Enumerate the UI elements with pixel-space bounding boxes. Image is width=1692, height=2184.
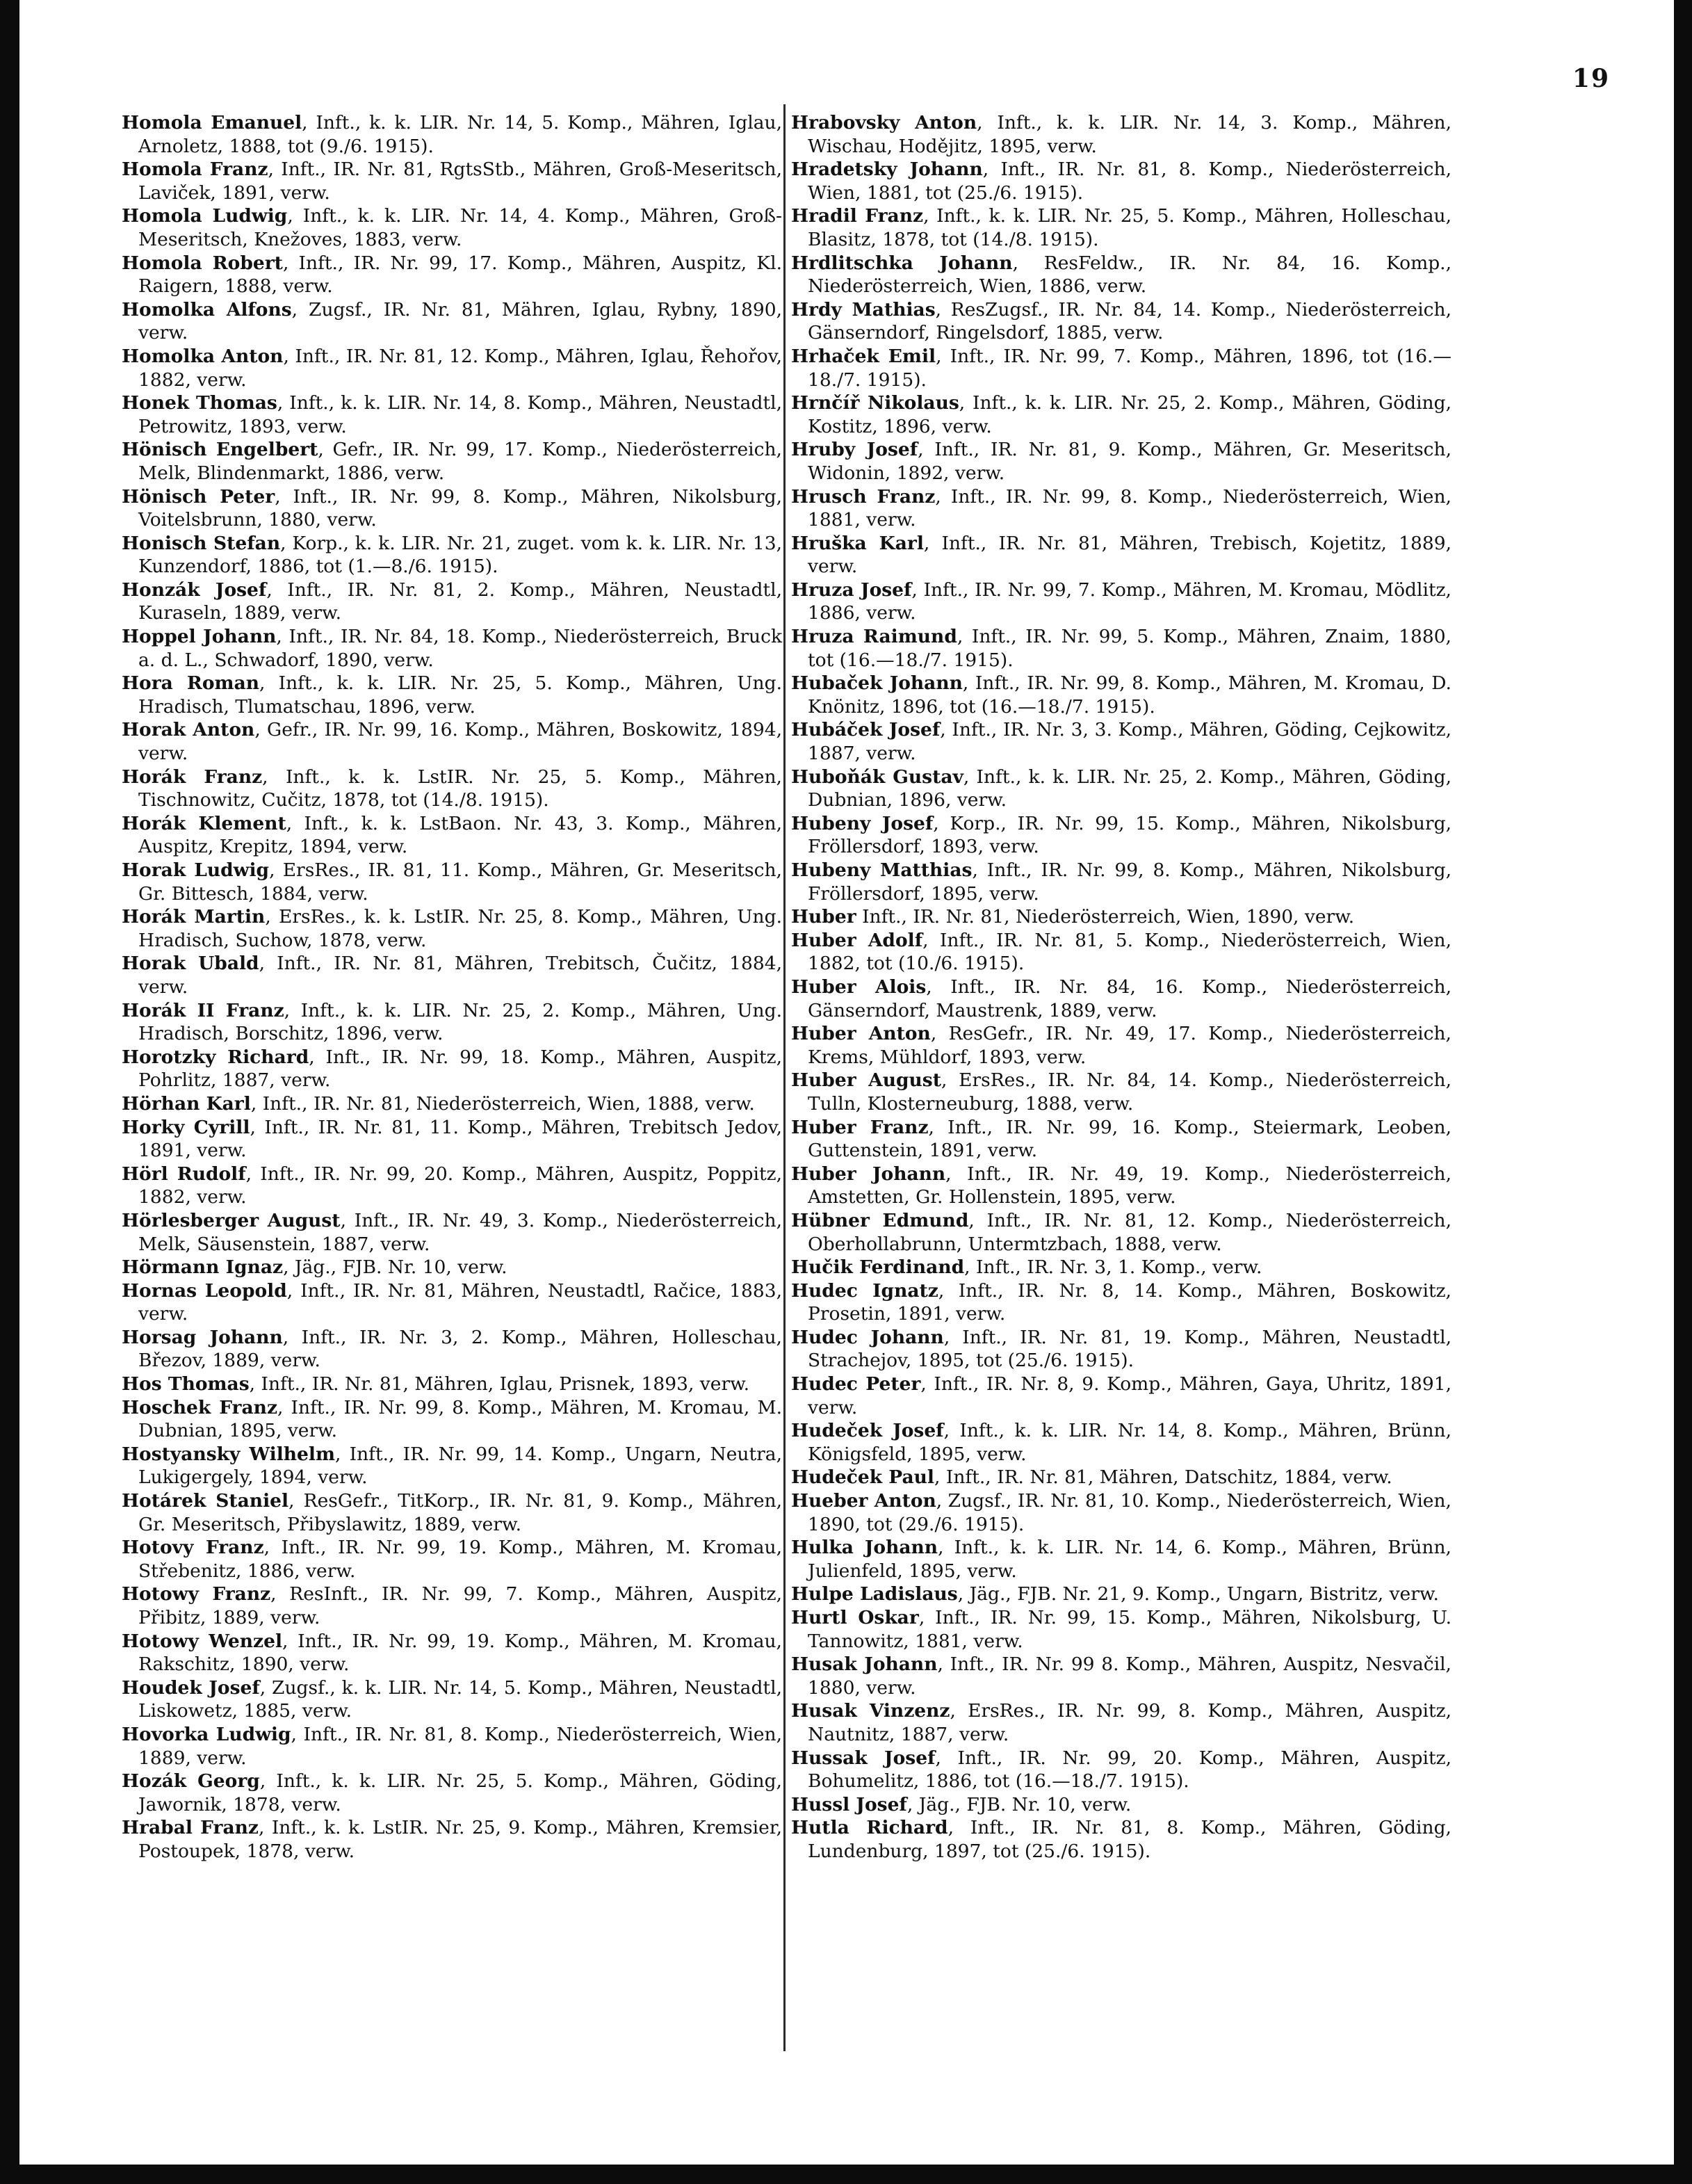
list-entry (791, 532, 1451, 579)
entry-name: Hos Thomas (122, 1373, 250, 1396)
entry-details: , ResGefr., TitKorp., IR. Nr. 81, 9. Komp., Mähren, Gr. Meseritsch, Přibyslawitz, 1889, verw. (138, 1490, 782, 1535)
entry-details: , Inft., IR. Nr. 99, 8. Komp., Mähren, Nikolsburg, Fröllersdorf, 1895, verw. (808, 859, 1451, 905)
list-entry (791, 1163, 1451, 1209)
list-entry (791, 204, 1451, 251)
entry-details: , Inft., IR. Nr. 49, 19. Komp., Niederösterreich, Amstetten, Gr. Hollenstein, 1895, verw. (808, 1163, 1451, 1208)
list-entry (791, 718, 1451, 765)
entry-details: , Inft., IR. Nr. 49, 3. Komp., Niederösterreich, Melk, Säusenstein, 1887, verw. (138, 1209, 783, 1255)
column-divider (783, 104, 786, 2051)
list-entry (791, 158, 1451, 204)
entry-details: , Inft., IR. Nr. 81, 9. Komp., Mähren, Gr. Meseritsch, Widonin, 1892, verw. (808, 439, 1452, 484)
entry-name: Hulka Johann (791, 1537, 938, 1559)
entry-details: , Inft., IR. Nr. 81, Mähren, Neustadtl, Račice, 1883, verw. (138, 1279, 782, 1325)
list-entry (791, 1653, 1451, 1699)
entry-details: , Inft., IR. Nr. 99, 20. Komp., Mähren, Auspitz, Poppitz, 1882, verw. (138, 1163, 782, 1208)
list-entry (791, 1326, 1451, 1373)
list-entry (122, 579, 782, 625)
entry-details: Inft., IR. Nr. 81, Niederösterreich, Wien, 1890, verw. (856, 906, 1355, 928)
entry-name: Homolka Anton (122, 345, 284, 367)
entry-name: Horky Cyrill (122, 1116, 250, 1138)
list-entry (791, 1489, 1451, 1536)
entry-name: Hradil Franz (791, 205, 924, 227)
list-entry (122, 952, 782, 998)
entry-name: Hueber Anton (791, 1490, 936, 1512)
list-entry (122, 1723, 782, 1770)
entry-details: , Inft., IR. Nr. 99, 7. Komp., Mähren, M. Kromau, Mödlitz, 1886, verw. (808, 579, 1451, 624)
entry-details: , Inft., IR. Nr. 81, 8. Komp., Niederösterreich, Wien, 1881, tot (25./6. 1915). (808, 159, 1452, 204)
entry-name: Hörlesberger August (122, 1209, 341, 1231)
list-entry (122, 204, 782, 251)
entry-details: , Inft., IR. Nr. 99, 14. Komp., Ungarn, Neutra, Lukigergely, 1894, verw. (138, 1443, 782, 1489)
list-entry (791, 1069, 1451, 1115)
list-entry (122, 859, 782, 905)
entry-details: , Inft., k. k. LIR. Nr. 14, 3. Komp., Mähren, Wischau, Hodějitz, 1895, verw. (808, 112, 1451, 157)
entry-details: , Inft., IR. Nr. 81, 8. Komp., Mähren, Göding, Lundenburg, 1897, tot (25./6. 1915). (808, 1817, 1451, 1862)
entry-details: , Inft., k. k. LIR. Nr. 25, 5. Komp., Mähren, Ung. Hradisch, Tlumatschau, 1896, verw. (138, 672, 782, 718)
list-entry (122, 766, 782, 812)
entry-details: , Inft., IR. Nr. 99, 18. Komp., Mähren, Auspitz, Pohrlitz, 1887, verw. (138, 1046, 783, 1092)
entry-details: , Inft., IR. Nr. 99, 16. Komp., Steiermark, Leoben, Guttenstein, 1891, verw. (808, 1116, 1452, 1162)
list-entry (122, 298, 782, 345)
list-entry (122, 1816, 782, 1863)
list-entry (791, 1606, 1451, 1653)
entry-details: , Inft., k. k. LIR. Nr. 25, 2. Komp., Mähren, Göding, Kostitz, 1896, verw. (808, 392, 1451, 437)
entry-details: , Gefr., IR. Nr. 99, 16. Komp., Mähren, Boskowitz, 1894, verw. (138, 719, 782, 765)
entry-details: , Jäg., FJB. Nr. 10, verw. (906, 1793, 1132, 1815)
entry-details: , Inft., IR. Nr. 3, 1. Komp., verw. (964, 1256, 1262, 1279)
entry-details: , Inft., IR. Nr. 81, 12. Komp., Mähren, Iglau, Řehořov, 1882, verw. (138, 345, 783, 391)
right-column (791, 111, 1451, 1863)
entry-details: , Inft., IR. Nr. 81, 2. Komp., Mähren, Neustadtl, Kuraseln, 1889, verw. (138, 579, 782, 624)
entry-name: Hudec Ignatz (791, 1279, 938, 1302)
entry-name: Hrdlitschka Johann (791, 252, 1013, 274)
list-entry (122, 905, 782, 952)
list-entry (791, 111, 1451, 158)
entry-name: Hrdy Mathias (791, 298, 936, 321)
entry-details: , Inft., IR. Nr. 84, 16. Komp., Niederösterreich, Gänserndorf, Maustrenk, 1889, verw. (808, 976, 1451, 1021)
entry-details: , Inft., IR. Nr. 99, 17. Komp., Mähren, Auspitz, Kl. Raigern, 1888, verw. (138, 252, 783, 298)
entry-name: Hrusch Franz (791, 485, 936, 508)
list-entry (791, 672, 1451, 718)
entry-name: Horak Ludwig (122, 859, 270, 881)
list-entry (122, 999, 782, 1046)
entry-name: Horák II Franz (122, 999, 284, 1021)
scan-border-left (0, 0, 19, 2184)
entry-details: , Inft., k. k. LIR. Nr. 14, 8. Komp., Mähren, Brünn, Königsfeld, 1895, verw. (808, 1420, 1451, 1465)
list-entry (791, 345, 1451, 391)
list-entry (122, 672, 782, 718)
entry-name: Hovorka Ludwig (122, 1723, 291, 1745)
list-entry (122, 1116, 782, 1163)
entry-name: Horák Klement (122, 812, 286, 834)
entry-name: Homola Robert (122, 252, 283, 274)
entry-name: Horák Martin (122, 906, 266, 928)
entry-details: , ErsRes., IR. Nr. 99, 8. Komp., Mähren, Auspitz, Nautnitz, 1887, verw. (808, 1700, 1451, 1745)
list-entry (122, 1536, 782, 1583)
entry-name: Hradetsky Johann (791, 159, 983, 181)
list-entry (791, 1419, 1451, 1466)
entry-details: , Inft., IR. Nr. 99 8. Komp., Mähren, Auspitz, Nesvačil, 1880, verw. (808, 1653, 1451, 1699)
entry-name: Hönisch Peter (122, 485, 275, 508)
entry-name: Huber August (791, 1069, 941, 1092)
entry-details: , Inft., k. k. LstIR. Nr. 25, 9. Komp., Mähren, Kremsier, Postoupek, 1878, verw. (138, 1817, 782, 1862)
list-entry (122, 1326, 782, 1373)
entry-name: Hurtl Oskar (791, 1607, 919, 1628)
entry-details: , Inft., k. k. LIR. Nr. 25, 5. Komp., Mähren, Holleschau, Blasitz, 1878, tot (14./8. 1915). (808, 205, 1452, 250)
list-entry (791, 1699, 1451, 1746)
list-entry (791, 812, 1451, 859)
list-entry (122, 1046, 782, 1092)
list-entry (791, 1793, 1451, 1817)
entry-details: , Inft., IR. Nr. 81, 12. Komp., Niederösterreich, Oberhollabrunn, Untermtzbach, 1888, verw. (808, 1209, 1452, 1255)
list-entry (122, 252, 782, 298)
entry-details: , Inft., k. k. LIR. Nr. 14, 4. Komp., Mähren, Groß-Meseritsch, Knežoves, 1883, verw. (138, 205, 783, 250)
entry-details: , Zugsf., IR. Nr. 81, 10. Komp., Niederösterreich, Wien, 1890, tot (29./6. 1915). (808, 1490, 1451, 1535)
list-entry (122, 438, 782, 485)
entry-details: , Korp., k. k. LIR. Nr. 21, zuget. vom k. k. LIR. Nr. 13, Kunzendorf, 1886, tot (1.—8./6. 1915). (138, 532, 782, 578)
entry-name: Hrabovsky Anton (791, 112, 977, 134)
list-entry (122, 1209, 782, 1256)
list-entry (122, 625, 782, 672)
entry-name: Hudec Peter (791, 1373, 921, 1396)
entry-name: Horak Ubald (122, 953, 259, 975)
entry-name: Hučik Ferdinand (791, 1256, 965, 1279)
list-entry (791, 625, 1451, 672)
entry-details: , Inft., IR. Nr. 99, 8. Komp., Mähren, M. Kromau, D. Knönitz, 1896, tot (16.—18./7. 1915). (808, 672, 1451, 718)
list-entry (122, 1630, 782, 1676)
entry-name: Hrabal Franz (122, 1817, 259, 1839)
list-entry (122, 1443, 782, 1489)
list-entry (791, 485, 1451, 532)
list-entry (122, 1396, 782, 1443)
list-entry (122, 111, 782, 158)
entry-name: Honek Thomas (122, 392, 277, 414)
left-column (122, 111, 782, 1863)
entry-name: Huber Franz (791, 1116, 929, 1138)
entry-details: , ResGefr., IR. Nr. 49, 17. Komp., Niederösterreich, Krems, Mühldorf, 1893, verw. (808, 1023, 1451, 1068)
list-entry (122, 1256, 782, 1279)
entry-name: Hornas Leopold (122, 1279, 287, 1302)
page-number: 19 (1572, 64, 1610, 93)
entry-name: Hönisch Engelbert (122, 439, 318, 461)
list-entry (791, 391, 1451, 438)
list-entry (791, 1116, 1451, 1163)
entry-name: Hussak Josef (791, 1747, 936, 1769)
entry-name: Homola Ludwig (122, 205, 288, 227)
scan-border-right (1674, 0, 1692, 2184)
entry-details: , Inft., IR. Nr. 81, Mähren, Trebisch, Kojetitz, 1889, verw. (808, 532, 1451, 578)
entry-details: , Zugsf., k. k. LIR. Nr. 14, 5. Komp., Mähren, Neustadtl, Liskowetz, 1885, verw. (138, 1676, 782, 1722)
list-entry (791, 438, 1451, 485)
entry-details: , Inft., IR. Nr. 99, 7. Komp., Mähren, 1896, tot (16.—18./7. 1915). (808, 345, 1451, 391)
entry-name: Hora Roman (122, 672, 260, 695)
entry-details: , Inft., IR. Nr. 84, 18. Komp., Niederösterreich, Bruck a. d. L., Schwadorf, 1890, verw. (138, 626, 783, 671)
entry-name: Hruby Josef (791, 439, 918, 461)
list-entry (791, 1022, 1451, 1069)
list-entry (122, 1279, 782, 1326)
entry-name: Hörmann Ignaz (122, 1256, 284, 1279)
list-entry (122, 1770, 782, 1816)
entry-name: Horák Franz (122, 766, 263, 788)
entry-details: , ErsRes., IR. 81, 11. Komp., Mähren, Gr. Meseritsch, Gr. Bittesch, 1884, verw. (138, 859, 782, 905)
entry-details: , Inft., IR. Nr. 99, 15. Komp., Mähren, Nikolsburg, U. Tannowitz, 1881, verw. (808, 1607, 1451, 1652)
entry-name: Hörl Rudolf (122, 1163, 246, 1185)
entry-name: Huboňák Gustav (791, 766, 963, 788)
entry-details: , Inft., IR. Nr. 81, Mähren, Datschitz, 1884, verw. (934, 1466, 1392, 1489)
entry-name: Hotovy Franz (122, 1537, 264, 1559)
entry-name: Hussl Josef (791, 1793, 907, 1815)
entry-details: , Inft., IR. Nr. 81, 5. Komp., Niederösterreich, Wien, 1882, tot (10./6. 1915). (808, 929, 1451, 975)
entry-name: Hudeček Josef (791, 1420, 944, 1442)
entry-name: Homola Franz (122, 159, 268, 181)
entry-name: Hotowy Wenzel (122, 1630, 283, 1652)
list-entry (791, 1583, 1451, 1606)
list-entry (791, 859, 1451, 905)
list-entry (791, 766, 1451, 812)
entry-details: , Inft., IR. Nr. 81, Mähren, Trebitsch, Čučitz, 1884, verw. (138, 953, 783, 998)
entry-name: Honzák Josef (122, 579, 267, 601)
entry-name: Husak Johann (791, 1653, 938, 1676)
entry-name: Hoppel Johann (122, 626, 277, 648)
entry-details: , Inft., IR. Nr. 99, 19. Komp., Mähren, M. Kromau, Střebenitz, 1886, verw. (138, 1537, 782, 1582)
entry-details: , Inft., IR. Nr. 99, 8. Komp., Mähren, M. Kromau, M. Dubnian, 1895, verw. (138, 1396, 782, 1442)
list-entry (791, 298, 1451, 345)
entry-details: , Inft., k. k. LIR. Nr. 14, 6. Komp., Mähren, Brünn, Julienfeld, 1895, verw. (808, 1537, 1451, 1582)
entry-details: , ResInft., IR. Nr. 99, 7. Komp., Mähren, Auspitz, Přibitz, 1889, verw. (138, 1583, 782, 1628)
list-entry (791, 1279, 1451, 1326)
entry-details: , Inft., IR. Nr. 3, 2. Komp., Mähren, Holleschau, Březov, 1889, verw. (138, 1326, 782, 1372)
list-entry (791, 1373, 1451, 1419)
list-entry (122, 812, 782, 859)
list-entry (122, 1489, 782, 1536)
entry-name: Hrhaček Emil (791, 345, 936, 367)
entry-details: , Inft., IR. Nr. 8, 9. Komp., Mähren, Gaya, Uhritz, 1891, verw. (808, 1373, 1451, 1418)
entry-details: , Inft., IR. Nr. 81, RgtsStb., Mähren, Groß-Meseritsch, Laviček, 1891, verw. (138, 159, 782, 204)
entry-name: Hübner Edmund (791, 1209, 969, 1231)
entry-details: , Zugsf., IR. Nr. 81, Mähren, Iglau, Rybny, 1890, verw. (138, 298, 782, 344)
list-entry (791, 1536, 1451, 1583)
list-entry (122, 345, 782, 391)
entry-name: Hörhan Karl (122, 1092, 251, 1115)
entry-details: , Inft., k. k. LIR. Nr. 14, 8. Komp., Mähren, Neustadtl, Petrowitz, 1893, verw. (138, 392, 782, 437)
entry-details: , Inft., IR. Nr. 8, 14. Komp., Mähren, Boskowitz, Prosetin, 1891, verw. (808, 1279, 1451, 1325)
entry-name: Husak Vinzenz (791, 1700, 950, 1722)
entry-details: , Gefr., IR. Nr. 99, 17. Komp., Niederösterreich, Melk, Blindenmarkt, 1886, verw. (138, 439, 782, 484)
list-entry (791, 579, 1451, 625)
entry-name: Hubeny Matthias (791, 859, 973, 881)
entry-name: Huber Johann (791, 1163, 946, 1185)
entry-details: , Inft., IR. Nr. 81, Niederösterreich, Wien, 1888, verw. (250, 1092, 755, 1115)
list-entry (791, 1816, 1451, 1863)
entry-details: , Inft., IR. Nr. 3, 3. Komp., Mähren, Göding, Cejkowitz, 1887, verw. (808, 719, 1451, 765)
entry-details: , Inft., k. k. LIR. Nr. 14, 5. Komp., Mähren, Iglau, Arnoletz, 1888, tot (9./6. 1915). (138, 112, 782, 157)
entry-name: Hruza Raimund (791, 626, 957, 648)
entry-details: , Inft., k. k. LIR. Nr. 25, 2. Komp., Mähren, Göding, Dubnian, 1896, verw. (808, 766, 1451, 811)
list-entry (122, 485, 782, 532)
entry-name: Hotárek Staniel (122, 1490, 289, 1512)
entry-name: Hulpe Ladislaus (791, 1583, 958, 1605)
entry-name: Hostyansky Wilhelm (122, 1443, 336, 1465)
entry-details: , Inft., k. k. LstBaon. Nr. 43, 3. Komp., Mähren, Auspitz, Krepitz, 1894, verw. (138, 812, 782, 858)
entry-name: Horotzky Richard (122, 1046, 309, 1068)
entry-details: , Inft., k. k. LIR. Nr. 25, 5. Komp., Mähren, Göding, Jawornik, 1878, verw. (138, 1770, 782, 1815)
scan-border-bottom (0, 2165, 1692, 2184)
entry-name: Hutla Richard (791, 1817, 948, 1839)
entry-name: Honisch Stefan (122, 532, 281, 554)
entry-details: , Inft., IR. Nr. 99, 8. Komp., Niederösterreich, Wien, 1881, verw. (808, 485, 1451, 531)
list-entry (122, 1583, 782, 1629)
entry-name: Huber (791, 906, 856, 928)
entry-details: , Inft., IR. Nr. 81, 8. Komp., Niederösterreich, Wien, 1889, verw. (138, 1723, 783, 1769)
entry-details: , Korp., IR. Nr. 99, 15. Komp., Mähren, Nikolsburg, Fröllersdorf, 1893, verw. (808, 812, 1451, 858)
entry-name: Hotowy Franz (122, 1583, 271, 1605)
entry-name: Huber Adolf (791, 929, 923, 951)
entry-name: Horak Anton (122, 719, 255, 741)
entry-details: , Jäg., FJB. Nr. 21, 9. Komp., Ungarn, Bistritz, verw. (957, 1583, 1439, 1605)
entry-name: Hudec Johann (791, 1326, 944, 1348)
list-entry (122, 718, 782, 765)
list-entry (791, 1466, 1451, 1489)
entry-name: Hubáček Josef (791, 719, 941, 741)
list-entry (122, 1092, 782, 1116)
entry-name: Hozák Georg (122, 1770, 260, 1793)
list-entry (122, 1676, 782, 1723)
entry-name: Houdek Josef (122, 1676, 260, 1699)
entry-name: Hubeny Josef (791, 812, 934, 834)
entry-name: Hubaček Johann (791, 672, 963, 695)
entry-name: Hruška Karl (791, 532, 924, 554)
entry-name: Hoschek Franz (122, 1396, 277, 1418)
entry-name: Huber Alois (791, 976, 927, 998)
list-entry (122, 158, 782, 204)
entry-details: , ResZugsf., IR. Nr. 84, 14. Komp., Niederösterreich, Gänserndorf, Ringelsdorf, 1885, verw. (808, 298, 1451, 344)
entry-details: , Inft., IR. Nr. 99, 19. Komp., Mähren, M. Kromau, Rakschitz, 1890, verw. (138, 1630, 782, 1676)
entry-name: Horsag Johann (122, 1326, 283, 1348)
entry-details: , ResFeldw., IR. Nr. 84, 16. Komp., Niederösterreich, Wien, 1886, verw. (808, 252, 1452, 298)
list-entry (791, 252, 1451, 298)
list-entry (791, 1747, 1451, 1793)
entry-details: , Inft., k. k. LIR. Nr. 25, 2. Komp., Mähren, Ung. Hradisch, Borschitz, 1896, verw. (138, 999, 782, 1045)
entry-details: , ErsRes., IR. Nr. 84, 14. Komp., Niederösterreich, Tulln, Klosterneuburg, 1888, verw. (808, 1069, 1451, 1115)
entry-name: Hruza Josef (791, 579, 912, 601)
list-entry (122, 1163, 782, 1209)
list-entry (791, 905, 1451, 929)
entry-name: Homola Emanuel (122, 112, 302, 134)
entry-details: , Inft., IR. Nr. 99, 20. Komp., Mähren, Auspitz, Bohumelitz, 1886, tot (16.—18./7. 1915). (808, 1747, 1452, 1793)
entry-details: , ErsRes., k. k. LstIR. Nr. 25, 8. Komp., Mähren, Ung. Hradisch, Suchow, 1878, verw. (138, 906, 782, 951)
entry-details: , Inft., IR. Nr. 99, 8. Komp., Mähren, Nikolsburg, Voitelsbrunn, 1880, verw. (138, 485, 782, 531)
entry-details: , Inft., IR. Nr. 99, 5. Komp., Mähren, Znaim, 1880, tot (16.—18./7. 1915). (808, 626, 1451, 671)
list-entry (122, 532, 782, 579)
list-entry (791, 976, 1451, 1022)
list-entry (791, 1209, 1451, 1256)
entry-details: , Inft., k. k. LstIR. Nr. 25, 5. Komp., Mähren, Tischnowitz, Cučitz, 1878, tot (14./8. 1915). (138, 766, 782, 811)
list-entry (791, 929, 1451, 976)
list-entry (122, 1373, 782, 1396)
list-entry (122, 391, 782, 438)
entry-name: Huber Anton (791, 1023, 931, 1045)
list-entry (791, 1256, 1451, 1279)
entry-details: , Inft., IR. Nr. 81, Mähren, Iglau, Prisnek, 1893, verw. (249, 1373, 750, 1396)
entry-name: Hudeček Paul (791, 1466, 934, 1489)
entry-details: , Jäg., FJB. Nr. 10, verw. (283, 1256, 507, 1279)
entry-details: , Inft., IR. Nr. 81, 19. Komp., Mähren, Neustadtl, Strachejov, 1895, tot (25./6. 1915). (808, 1326, 1451, 1372)
entry-details: , Inft., IR. Nr. 81, 11. Komp., Mähren, Trebitsch Jedov, 1891, verw. (138, 1116, 782, 1162)
entry-name: Hrnčíř Nikolaus (791, 392, 959, 414)
entry-name: Homolka Alfons (122, 298, 292, 321)
